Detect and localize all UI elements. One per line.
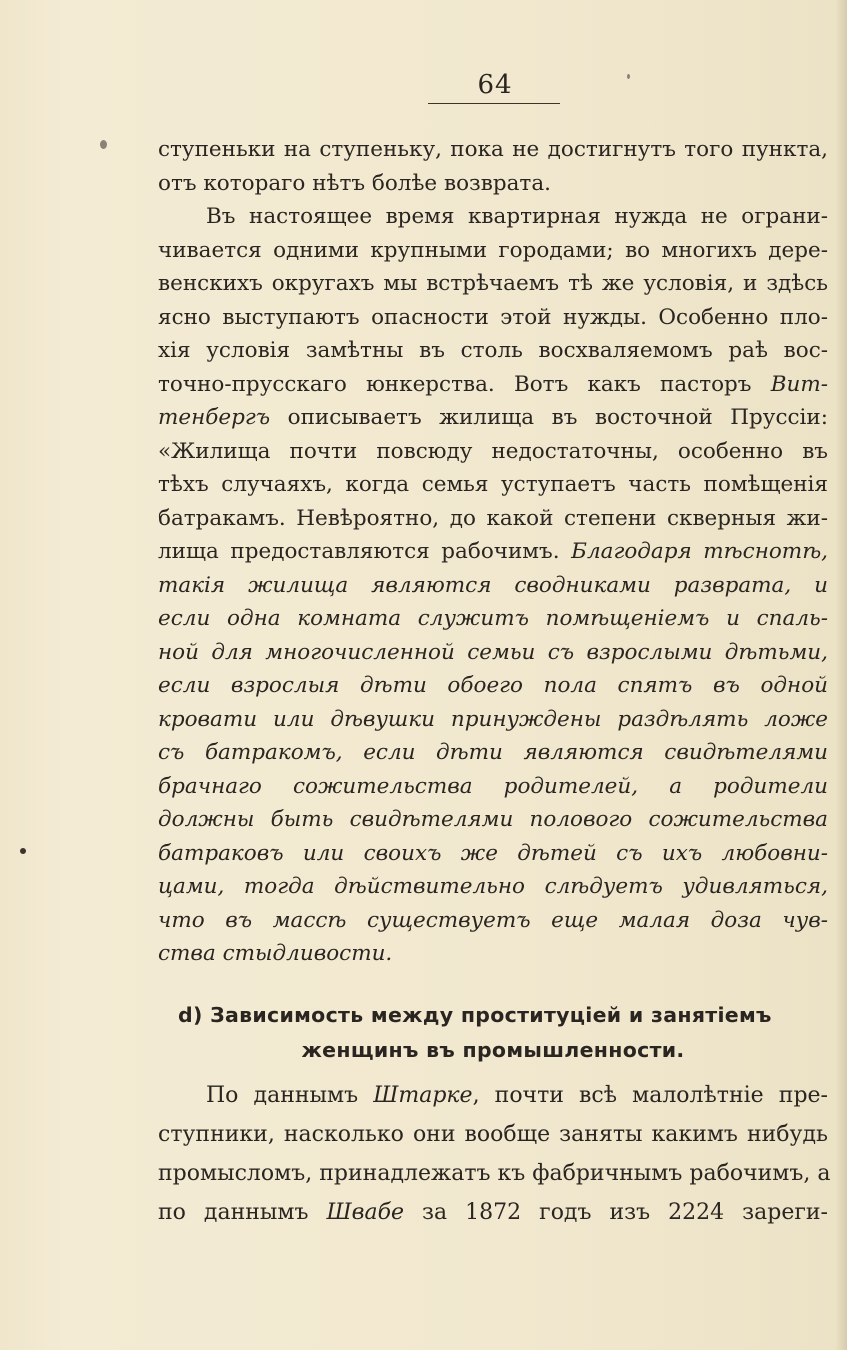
- text-line: промысломъ, принадлежатъ къ фабричнымъ рабочимъ, а: [158, 1161, 831, 1186]
- italic-segment: Благодаря тѣснотѣ,: [571, 539, 828, 564]
- author-name-schwabe: Швабе: [326, 1200, 405, 1225]
- text-line: чивается одними крупными городами; во многихъ дере-: [158, 237, 828, 263]
- ink-speck: [20, 848, 26, 854]
- text-line: батракамъ. Невѣроятно, до какой степени скверныя жи-: [158, 505, 828, 531]
- text-segment: по даннымъ: [158, 1200, 327, 1225]
- italic-line: ной для многочисленной семьи съ взрослыми дѣтьми,: [158, 639, 828, 665]
- page-number-rule: [428, 103, 560, 104]
- paragraph: [158, 1076, 831, 1232]
- text-line: [158, 368, 828, 402]
- text-segment: за 1872 годъ изъ 2224 зареги-: [404, 1200, 828, 1225]
- text-line: венскихъ округахъ мы встрѣчаемъ тѣ же условія, и здѣсь: [158, 271, 828, 296]
- text-line: ступники, насколько они вообще заняты какимъ нибудь: [158, 1122, 828, 1147]
- italic-line: кровати или дѣвушки принуждены раздѣлять ложе: [158, 706, 828, 732]
- italic-line: если взрослыя дѣти обоего пола спятъ въ одной: [158, 673, 828, 698]
- italic-line: брачнаго сожительства родителей, а родители: [158, 773, 828, 799]
- text-segment: лища предоставляются рабочимъ.: [158, 539, 572, 564]
- section-heading-line: d) Зависимость между проституціей и занятіемъ: [178, 1003, 772, 1027]
- body-text: [158, 133, 828, 971]
- text-segment: , почти всѣ малолѣтніе пре-: [472, 1083, 828, 1108]
- text-line: ступеньки на ступеньку, пока не достигнутъ того пункта,: [158, 137, 828, 162]
- page-number: 64: [477, 70, 513, 100]
- text-segment: точно-прусскаго юнкерства. Вотъ какъ пасторъ: [158, 371, 771, 397]
- text-line: [158, 401, 828, 435]
- text-line: [158, 535, 828, 569]
- italic-line: батраковъ или своихъ же дѣтей съ ихъ любовни-: [158, 840, 828, 866]
- italic-line: ства стыдливости.: [158, 941, 393, 966]
- italic-line: если одна комната служитъ помѣщеніемъ и спаль-: [158, 606, 828, 631]
- text-segment: описываетъ жилища въ восточной Пруссіи:: [270, 405, 828, 430]
- italic-line: съ батракомъ, если дѣти являются свидѣтелями: [158, 740, 828, 765]
- text-line: [158, 1193, 828, 1232]
- text-line: «Жилища почти повсюду недостаточны, особенно въ: [158, 438, 828, 464]
- page-edge-shadow: [835, 0, 847, 1350]
- text-line: Въ настоящее время квартирная нужда не ограни-: [206, 204, 828, 229]
- text-line: отъ котораго нѣтъ болѣе возврата.: [158, 170, 551, 196]
- text-line: [158, 1076, 828, 1115]
- text-segment: По даннымъ: [206, 1083, 374, 1108]
- author-name-starke: Штарке: [373, 1083, 473, 1108]
- text-line: ясно выступаютъ опасности этой нужды. Особенно пло-: [158, 304, 828, 330]
- section-heading: [158, 998, 828, 1068]
- text-line: хія условія замѣтны въ столь восхваляемомъ раѣ вос-: [158, 338, 828, 363]
- ink-speck: [100, 140, 107, 149]
- author-name-wittenberg: Вит-: [770, 371, 828, 397]
- italic-line: цами, тогда дѣйствительно слѣдуетъ удивляться,: [158, 874, 828, 899]
- author-name-wittenberg: тенбергъ: [158, 405, 271, 430]
- italic-line: что въ массѣ существуетъ еще малая доза чув-: [158, 907, 828, 933]
- text-line: тѣхъ случаяхъ, когда семья уступаетъ часть помѣщенія: [158, 472, 828, 497]
- italic-line: такія жилища являются сводниками разврата, и: [158, 572, 828, 598]
- ink-speck: [627, 74, 630, 79]
- italic-line: должны быть свидѣтелями полового сожительства: [158, 807, 828, 832]
- section-heading-line: женщинъ въ промышленности.: [301, 1038, 685, 1062]
